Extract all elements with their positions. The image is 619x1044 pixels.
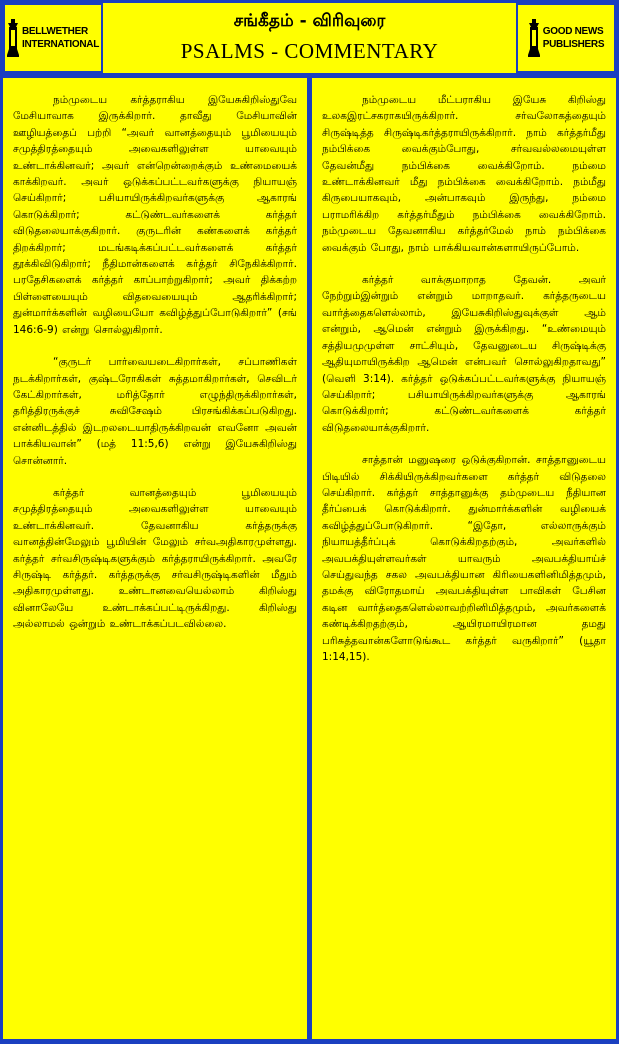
logo-line1: BELLWETHER xyxy=(21,26,88,37)
bellwether-logo xyxy=(3,3,103,73)
good-news-logo xyxy=(516,3,616,73)
paragraph: கர்த்தர் வானத்தையும் பூமியையும் சமுத்திரத்தையும் அவைகளிலுள்ள யாவையும் உண்டாக்கினவர். தேவனாகிய கர்த்தருக்கு வானத்தின்மேலும் பூமியின் மேலும் சர்வஅதிகாரமுள்ளது. கர்த்தர் சர்வசிருஷ்டிகளுக்கும் கர்த்தராயிருக்கிறார். அவரே சிருஷ்டி கர்த்தர். கர்த்தருக்கு சர்வசிருஷ்டிகளின் மீதும் அதிகாரமுள்ளது. உண்டானவையெல்லாம் கிறிஸ்து வினாலேயே உண்டாக்கப்பட்டிருக்கிறது. கிறிஸ்து அல்லாமல் ஒன்றும் உண்டாக்கப்படவில்லை. xyxy=(13,486,297,631)
paragraph: கர்த்தர் வாக்குமாறாத தேவன். அவர் நேற்றும்இன்றும் என்றும் மாறாதவர். கர்த்தருடைய வார்த்தைகளெல்லாம், இயேசுகிறிஸ்துவுக்குள் ஆம் என்றும், ஆமென் என்றும் இருக்கிறது. “உண்மையும் சத்தியமுமுள்ள சாட்சியும், தேவனுடைய சிருஷ்டிக்கு ஆதியுமாயிருக்கிற ஆமென் என்பவர் சொல்லுகிறதாவது” (வெளி 3:14). கர்த்தர் ஒடுக்கப்பட்டவர்களுக்கு நியாயஞ் செய்கிறார்; பசியாயிருக்கிறவர்களுக்கு ஆகாரங் கொடுக்கிறார்; கட்டுண்டவர்களைக் கர்த்தர் விடுதலையாக்குகிறார். xyxy=(322,274,606,434)
right-column xyxy=(312,78,616,1039)
lantern-icon xyxy=(528,19,540,57)
title-english: PSALMS - COMMENTARY xyxy=(180,39,439,63)
title-tamil: சங்கீதம் - விரிவுரை xyxy=(233,11,386,31)
paragraph: நம்முடைய மீட்பராகிய இயேசு கிறிஸ்து உலகஇரட்சகராகயிருக்கிறார். சர்வலோகத்தையும் சிருஷ்டித்த சிருஷ்டிகர்த்தராயிருக்கிறார். நாம் கர்த்தர்மீது நம்பிக்கை வைக்கும்போது, சர்வவல்லமையுள்ள தேவன்மீது நம்பிக்கை வைக்கிறோம். நம்மை உண்டாக்கினவர் மீது நம்பிக்கை வைக்கிறோம். நம்மீது கிருபையாகவும், அன்பாகவும் இருந்து, நம்மை பராமரிக்கிற கர்த்தர்மீதும் நம்பிக்கை வைக்கிறோம். நம்முடைய தேவனாகிய கர்த்தர்மேல் நாம் நம்பிக்கை வைக்கும் போது, நாம் பாக்கியவான்களாயிருப்போம். xyxy=(322,94,606,254)
logo-line2: INTERNATIONAL xyxy=(21,39,100,50)
paragraph: நம்முடைய கர்த்தராகிய இயேசுகிறிஸ்துவே மேசியாவாக இருக்கிறார். தாவீது மேசியாவின் ஊழியத்தைப் பற்றி “அவர் வானத்தையும் பூமியையும் சமுத்திரத்தையும் அவைகளிலுள்ள யாவையும் உண்டாக்கினவர்; அவர் என்றென்றைக்கும் உண்மையைக் காக்கிறவர். அவர் ஒடுக்கப்பட்டவர்களுக்கு நியாயஞ் செய்கிறார்; பசியாயிருக்கிறவர்களுக்கு ஆகாரங் கொடுக்கிறார்; கட்டுண்டவர்களைக் கர்த்தர் விடுதலையாக்குகிறார். குருடரின் கண்களைக் கர்த்தர் திறக்கிறார்; மடங்கடிக்கப்பட்டவர்களைக் கர்த்தர் தூக்கிவிடுகிறார்; நீதிமான்களைக் கர்த்தர் சிநேகிக்கிறார். பரதேசிகளைக் கர்த்தர் காப்பாற்றுகிறார்; அவர் திக்கற்ற பிள்ளையையும் விதவையையும் ஆதரிக்கிறார்; துன்மார்க்களின் வழியையோ கவிழ்த்துப்போடுகிறார்” (சங் 146:6-9) என்று சொல்லுகிறார். xyxy=(13,94,297,336)
logo-line1: GOOD NEWS xyxy=(542,26,604,37)
left-column xyxy=(3,78,307,1039)
lantern-icon xyxy=(7,19,19,57)
paragraph: சாத்தான் மனுஷரை ஒடுக்குகிறான். சாத்தானுடைய பிடியில் சிக்கியிருக்கிறவர்களை கர்த்தர் விடுதலை செய்கிறார். கர்த்தர் சாத்தானுக்கு தம்முடைய நீதியான தீர்ப்பைக் கொடுக்கிறார். துன்மார்க்களின் வழியைக் கவிழ்த்துப்போடுகிறார். “இதோ, எல்லாருக்கும் நியாயத்தீர்ப்புக் கொடுக்கிறதற்கும், அவர்களில் அவபக்தியுள்ளவர்கள் யாவரும் அவபக்தியாய்ச் செய்துவந்த சகல அவபக்தியான கிரியைகளினிமித்தமும், தமக்கு விரோதமாய் அவபக்தியுள்ள பாவிகள் பேசின கடின வார்த்தைகளெல்லாவற்றினிமித்தமும், அவர்களைக் கண்டிக்கிறதற்கும், ஆயிரமாயிரமான தமது பரிசுத்தவான்களோடுங்கூட கர்த்தர் வருகிறார்” (யூதா 1:14,15). xyxy=(322,454,606,663)
paragraph: “குருடர் பார்வையடைகிறார்கள், சப்பாணிகள் நடக்கிறார்கள், குஷ்டரோகிகள் சுத்தமாகிறார்கள், செவிடர் கேட்கிறார்கள், மரித்தோர் எழுந்திருக்கிறார்கள், தரித்திரருக்குச் சுவிசேஷம் பிரசங்கிக்கப்படுகிறது. என்னிடத்தில் இடறலடையாதிருக்கிறவன் எவனோ அவன் பாக்கியவான்” (மத் 11:5,6) என்று இயேசுகிறிஸ்து சொன்னார். xyxy=(13,356,297,467)
logo-line2: PUBLISHERS xyxy=(542,39,605,50)
title-block xyxy=(107,3,512,73)
header-banner xyxy=(3,3,616,73)
